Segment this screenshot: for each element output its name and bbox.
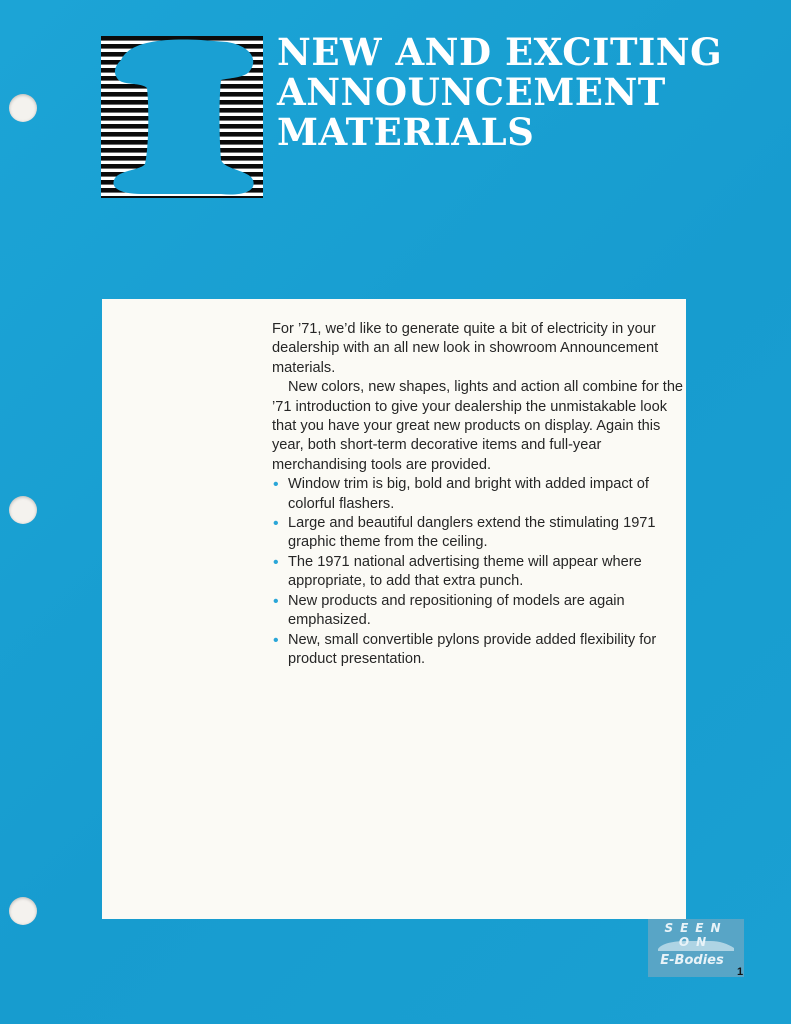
list-item: • The 1971 national advertising theme will appear where appropriate, to add that extra punch. [273, 553, 642, 590]
page-number: 1 [737, 966, 744, 978]
bullet-dot-icon: • [273, 476, 279, 494]
bullet-dot-icon: • [273, 553, 279, 571]
watermark-bottom-text: E-Bodies [660, 953, 724, 968]
title-line-2: ANNOUNCEMENT [277, 70, 666, 114]
bullet-dot-icon: • [273, 592, 279, 610]
feature-list [272, 475, 684, 669]
bullet-dot-icon: • [273, 631, 279, 649]
binder-hole-top [9, 94, 37, 122]
list-item: • Large and beautiful danglers extend the stimulating 1971 graphic theme from the ceiling. [273, 515, 656, 551]
intro-paragraph: For ’71, we’d like to generate quite a bit of electricity in your dealership with an all new look in showroom Announcement materials. [272, 321, 659, 376]
page-title [277, 32, 722, 152]
numeral-one-logo [101, 36, 263, 198]
title-line-3: MATERIALS [277, 110, 535, 154]
second-paragraph: New colors, new shapes, lights and action all combine for the ’71 introduction to give your dealership the unmistakable look that you have your great new products on display. Again this year, both short-term decorative items and full-year merchandising tools are provided. [272, 379, 684, 473]
car-silhouette-icon [654, 937, 738, 953]
title-line-1: NEW AND EXCITING [277, 30, 723, 74]
list-item: • Window trim is big, bold and bright with added impact of colorful flashers. [273, 476, 649, 512]
list-item: • New, small convertible pylons provide added flexibility for product presentation. [273, 631, 657, 667]
bullet-dot-icon: • [273, 515, 279, 533]
seen-on-watermark [648, 919, 744, 977]
watermark-top-text: SEEN [664, 921, 728, 935]
binder-hole-middle [9, 496, 37, 524]
body-text [272, 320, 684, 669]
binder-hole-bottom [9, 897, 37, 925]
list-item: • New products and repositioning of models are again emphasized. [273, 592, 625, 629]
